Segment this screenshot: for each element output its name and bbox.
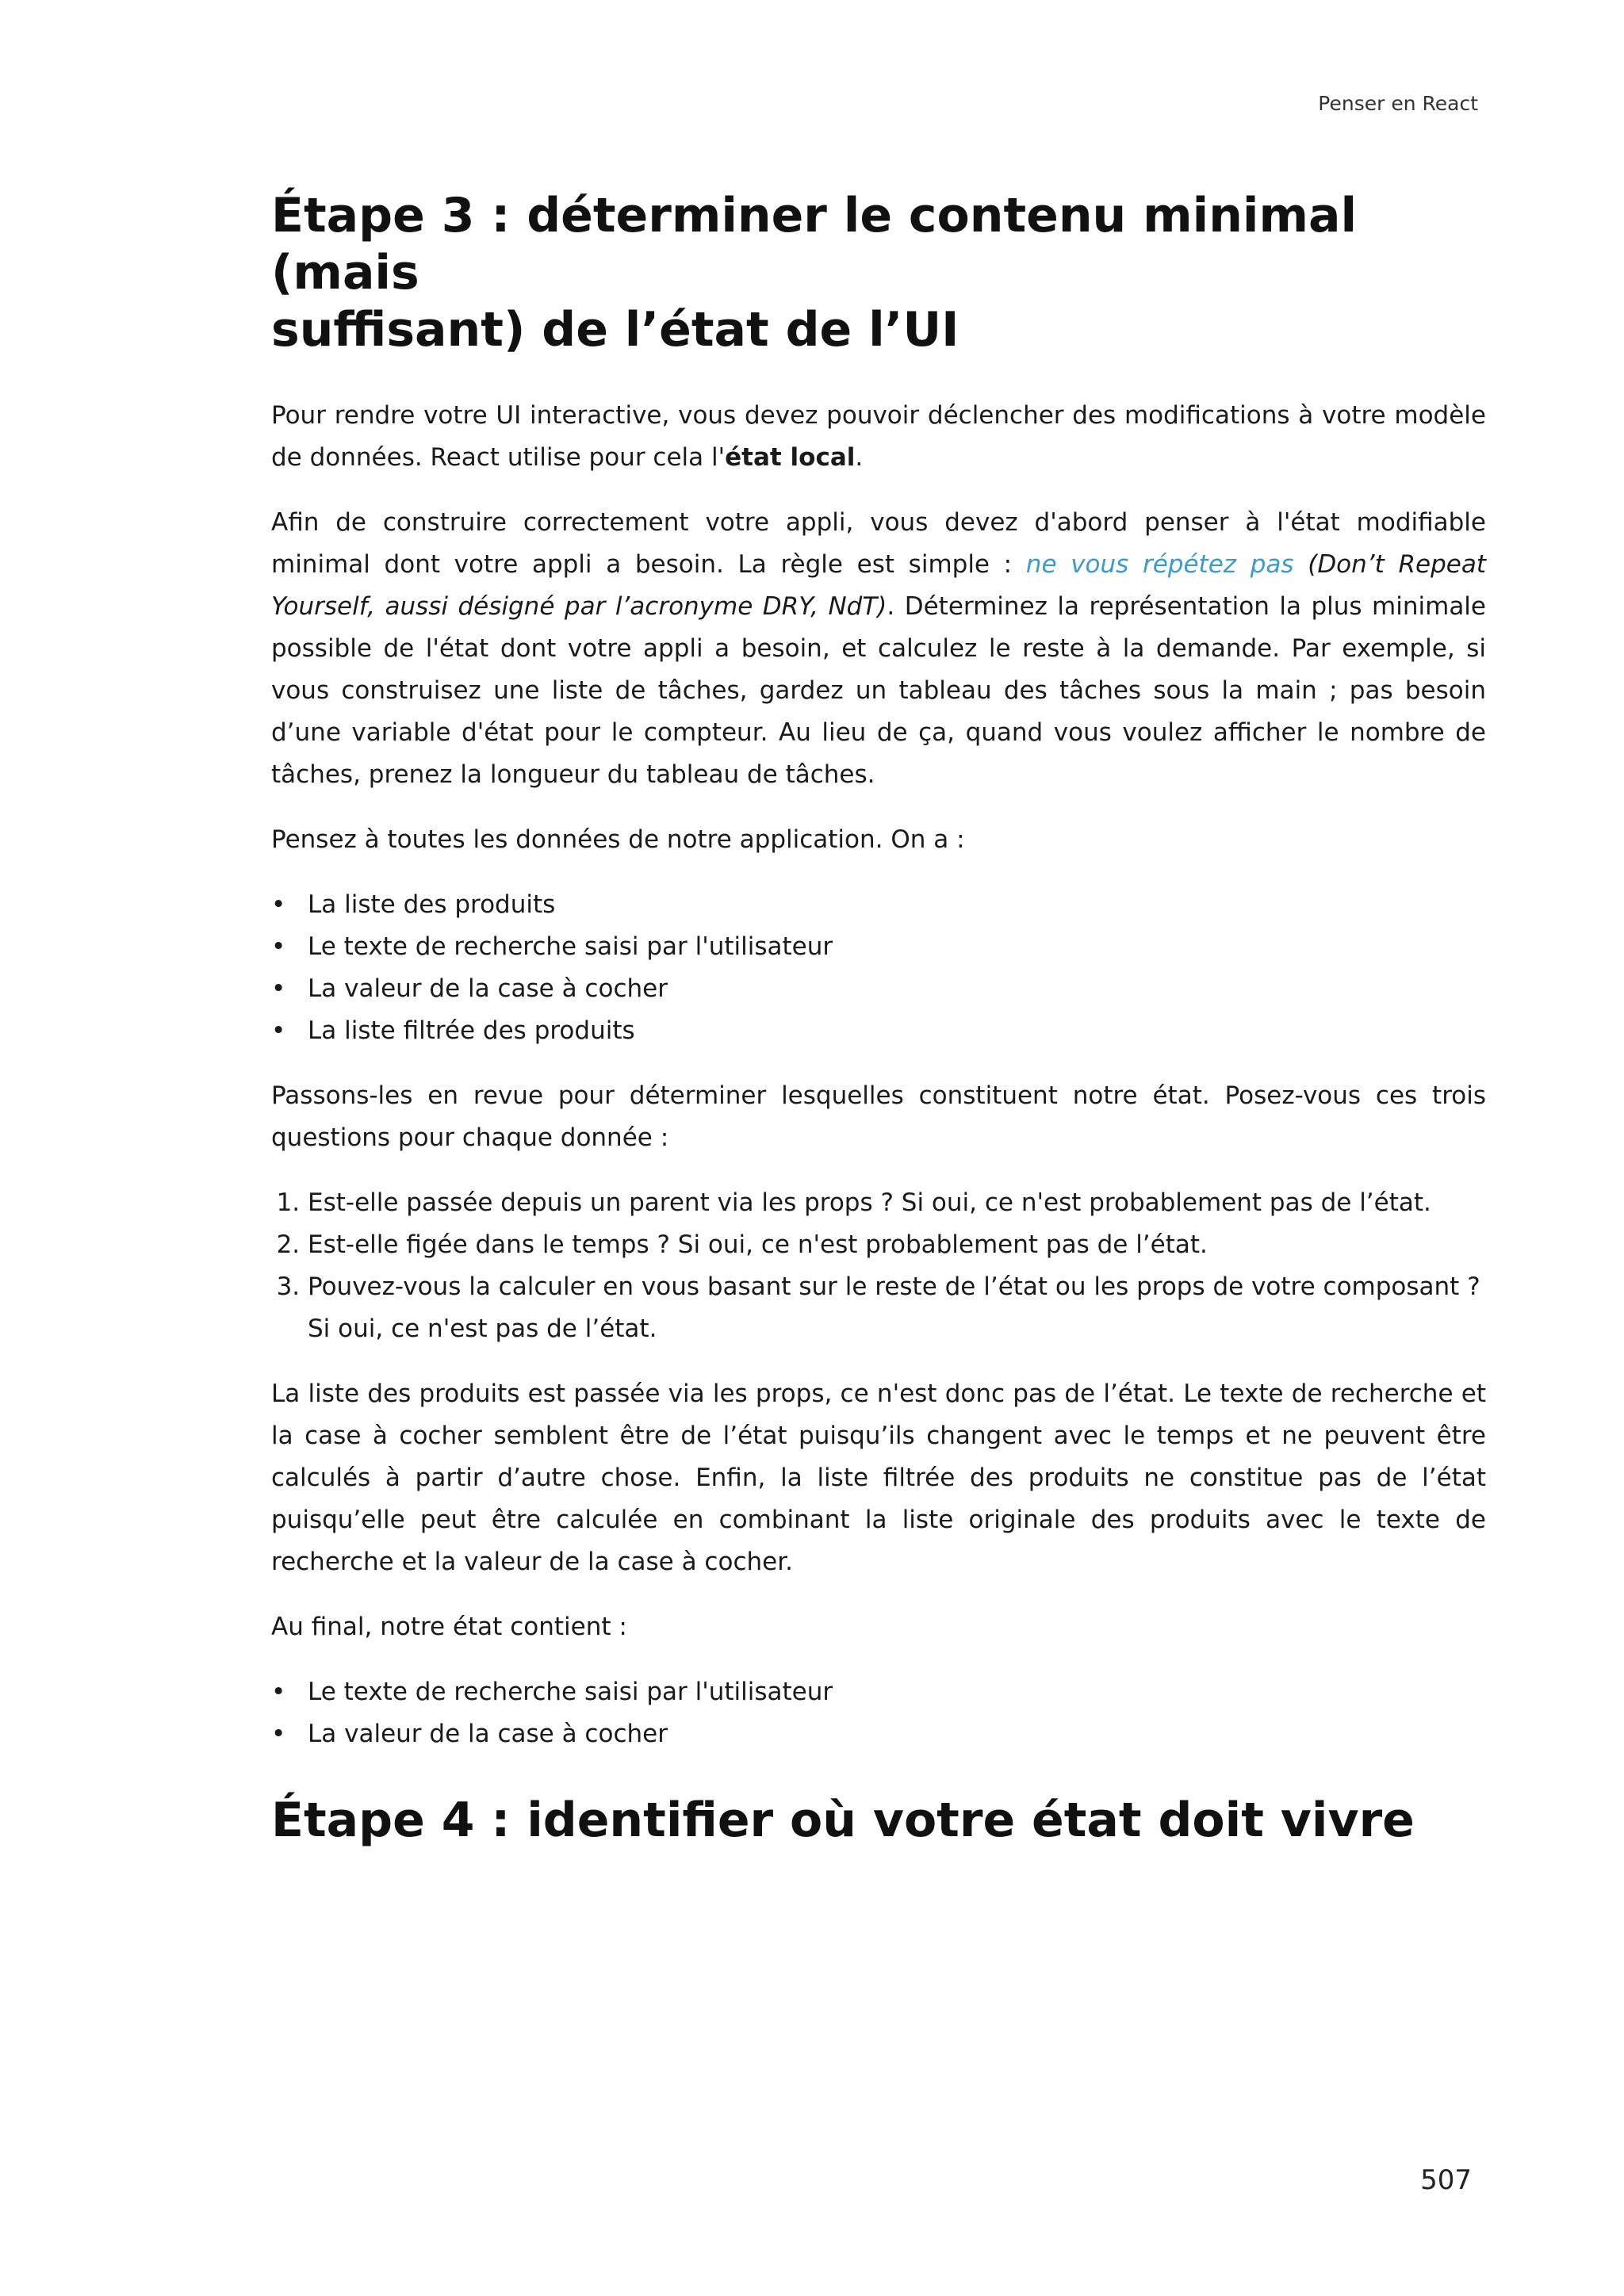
list-item-text: La valeur de la case à cocher xyxy=(308,974,668,1003)
page-content xyxy=(271,187,1486,1849)
paragraph-intro xyxy=(271,395,1486,479)
questions-list xyxy=(271,1182,1486,1350)
list-item-text: Le texte de recherche saisi par l'utilisateur xyxy=(308,932,833,961)
question-item: 3. Pouvez-vous la calculer en vous basant sur le reste de l’état ou les props de votre composant ? Si oui, ce n'est pas de l’état. xyxy=(308,1266,1486,1350)
list-item-text: La valeur de la case à cocher xyxy=(308,1720,668,1748)
data-list xyxy=(271,884,1486,1052)
running-header: Penser en React xyxy=(1318,92,1478,115)
section-heading-step-4: Étape 4 : identifier où votre état doit vivre xyxy=(271,1793,1415,1848)
paragraph-questions-intro: Passons-les en revue pour déterminer lesquelles constituent notre état. Posez-vous ces trois questions pour chaque donnée : xyxy=(271,1081,1486,1152)
state-list xyxy=(271,1671,1486,1755)
heading-line-1: Étape 3 : déterminer le contenu minimal (mais xyxy=(271,188,1358,300)
list-item xyxy=(271,884,1486,926)
paragraph-dry-end: . Déterminez la représentation la plus minimale possible de l'état dont votre appli a besoin, et calculez le reste à la demande. Par exemple, si vous construisez une liste de tâches, gardez un tableau des tâches sous la main ; pas besoin d’une variable d'état pour le compteur. Au lieu de ça, quand vous voulez afficher le nombre de tâches, prenez la longueur du tableau de tâches. xyxy=(271,592,1486,789)
bullet: • xyxy=(271,890,286,919)
bullet: • xyxy=(271,974,286,1003)
paragraph-dry xyxy=(271,502,1486,796)
list-item xyxy=(271,968,1486,1010)
question-item: 1. Est-elle passée depuis un parent via les props ? Si oui, ce n'est probablement pas de l’état. xyxy=(308,1182,1486,1224)
list-item xyxy=(271,1010,1486,1052)
list-item xyxy=(271,926,1486,968)
dry-link[interactable]: ne vous répétez pas xyxy=(1025,550,1294,579)
heading-line-2: suffisant) de l’état de l’UI xyxy=(271,302,959,358)
section-heading-step-3 xyxy=(271,187,1486,358)
paragraph-intro-end: . xyxy=(855,443,864,472)
list-item xyxy=(271,1713,1486,1755)
page-number: 507 xyxy=(1420,2164,1472,2196)
list-item-text: La liste filtrée des produits xyxy=(308,1016,635,1045)
paragraph-dry-start: Afin de construire correctement votre appli, vous devez d'abord penser à l'état modifiable minimal dont votre appli a besoin. La règle est simple : xyxy=(271,508,1486,579)
dry-note: (Don’t Repeat Yourself, aussi désigné par l’acronyme DRY, NdT) xyxy=(271,550,1486,621)
bullet: • xyxy=(271,932,286,961)
paragraph-analysis: La liste des produits est passée via les props, ce n'est donc pas de l’état. Le texte de recherche et la case à cocher semblent être de l’état puisqu’ils changent avec le temps et ne peuvent être calculés à partir d’autre chose. Enfin, la liste filtrée des produits ne constitue pas de l’état puisqu’elle peut être calculée en combinant la liste originale des produits avec le texte de recherche et la valeur de la case à cocher. xyxy=(271,1380,1486,1576)
bullet: • xyxy=(271,1678,286,1706)
bullet: • xyxy=(271,1016,286,1045)
bullet: • xyxy=(271,1720,286,1748)
paragraph-intro-text: Pour rendre votre UI interactive, vous devez pouvoir déclencher des modifications à votre modèle de données. React utilise pour cela l' xyxy=(271,401,1486,472)
list-item-text: Le texte de recherche saisi par l'utilisateur xyxy=(308,1678,833,1706)
paragraph-data-intro: Pensez à toutes les données de notre application. On a : xyxy=(271,825,965,854)
list-item-text: La liste des produits xyxy=(308,890,556,919)
question-item: 2. Est-elle figée dans le temps ? Si oui, ce n'est probablement pas de l’état. xyxy=(308,1224,1486,1266)
list-item xyxy=(271,1671,1486,1713)
paragraph-conclusion-intro: Au final, notre état contient : xyxy=(271,1613,627,1641)
bold-term: état local xyxy=(725,443,856,472)
